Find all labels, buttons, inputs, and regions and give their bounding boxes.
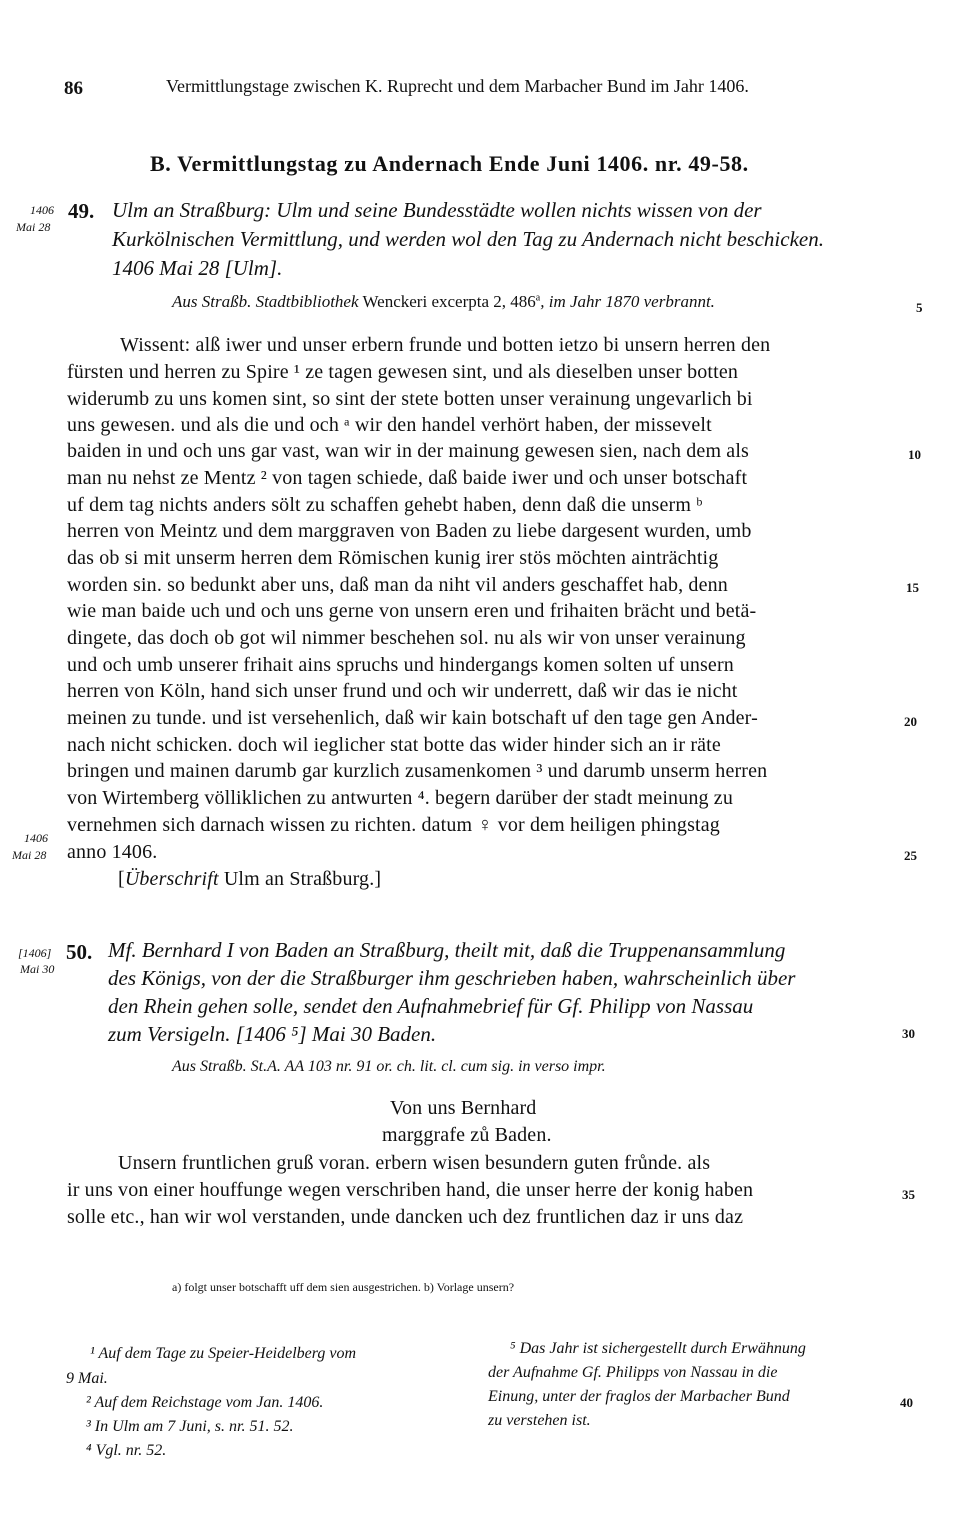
running-title: Vermittlungstage zwischen K. Ruprecht und dem Marbacher Bund im Jahr 1406. xyxy=(166,76,749,96)
footnote-left: ⁴ Vgl. nr. 52. xyxy=(86,1442,167,1459)
footnote-left: ² Auf dem Reichstage vom Jan. 1406. xyxy=(86,1394,324,1411)
footnote-right: ⁵ Das Jahr ist sichergestellt durch Erwähnung xyxy=(510,1340,806,1357)
text-line: man nu nehst ze Mentz ² von tagen schiede, daß baide iwer und och unser botschaft xyxy=(67,467,748,489)
footnote-right: der Aufnahme Gf. Philipps von Nassau in die xyxy=(488,1364,778,1381)
text-line: und och umb unserer frihait ains spruchs und hindergangs komen solten uf unsern xyxy=(67,654,734,676)
regest-line: Mf. Bernhard I von Baden an Straßburg, theilt mit, daß die Truppenansammlung xyxy=(108,938,786,962)
line-number: 20 xyxy=(904,714,917,729)
text-line: herren von Köln, hand sich unser frund und och wir underrett, daß wir das ie nicht xyxy=(67,680,738,702)
text-line: uf dem tag nichts anders sölt zu schaffen gehebt haben, denn daß die unserm ᵇ xyxy=(67,494,703,516)
margin-year: 1406 xyxy=(30,203,54,217)
regest-line: des Königs, von der die Straßburger ihm geschrieben haben, wahrscheinlich über xyxy=(108,966,796,990)
source-main: Wenckeri excerpta 2, 486 xyxy=(362,292,536,311)
section-title: B. Vermittlungstag zu Andernach Ende Juni 1406. nr. 49-58. xyxy=(150,151,749,176)
regest-line: 1406 Mai 28 [Ulm]. xyxy=(112,256,283,280)
text-line: dingete, das doch ob got wil nimmer beschehen sol. nu als wir von unser verainung xyxy=(67,627,746,649)
line-number: 35 xyxy=(902,1187,915,1202)
footnote-right: zu verstehen ist. xyxy=(488,1412,591,1429)
text-line: baiden in und och uns gar vast, wan wir in der mainung gewesen sien, nach dem als xyxy=(67,440,749,462)
text-line: widerumb zu uns komen sint, so sint der stete botten unser verainung ungevarlich bi xyxy=(67,388,753,410)
text-line: ir uns von einer houffunge wegen verschriben hand, die unser herre der konig haben xyxy=(67,1179,754,1201)
variant-notes: a) folgt unser botschafft uff dem sien ausgestrichen. b) Vorlage unsern? xyxy=(172,1280,515,1294)
line-number: 40 xyxy=(900,1395,913,1410)
heading-text: Ulm an Straßburg. xyxy=(223,868,375,890)
closing-margin-date: Mai 28 xyxy=(12,848,47,862)
source-line xyxy=(172,292,715,312)
heading-prefix: Überschrift xyxy=(124,868,219,890)
document-number: 49. xyxy=(68,199,95,223)
footnote-left: ³ In Ulm am 7 Juni, s. nr. 51. 52. xyxy=(86,1418,294,1435)
line-number: 5 xyxy=(916,300,923,315)
line-number: 15 xyxy=(906,580,919,595)
page-number: 86 xyxy=(64,78,83,99)
text-line: bringen und mainen darumb gar kurzlich zusamenkomen ³ und darumb unserm herren xyxy=(67,760,768,782)
regest-line: den Rhein gehen solle, sendet den Aufnahmebrief für Gf. Philipp von Nassau xyxy=(108,994,754,1018)
source-variant-mark: a xyxy=(535,292,541,304)
text-line: meinen zu tunde. und ist versehenlich, daß wir kain botschaft uf den tage gen Ander- xyxy=(67,707,758,729)
document-number: 50. xyxy=(66,940,93,964)
text-line: nach nicht schicken. doch wil ieglicher stat botte das wider hinder sich an ir räte xyxy=(67,734,721,756)
text-line: uns gewesen. und als die und och ᵃ wir den handel verhört haben, der missevelt xyxy=(67,414,712,436)
greeting-line: Von uns Bernhard xyxy=(390,1097,537,1119)
text-line: Wissent: alß iwer und unser erbern frunde und botten ietzo bi unsern herren den xyxy=(120,334,771,356)
text-line: solle etc., han wir wol verstanden, unde dancken uch dez fruntlichen daz ir uns daz xyxy=(67,1206,744,1228)
regest-line: Kurkölnischen Vermittlung, und werden wol den Tag zu Andernach nicht beschicken. xyxy=(112,227,824,251)
text-line: das ob si mit unserm herren dem Römischen kunig irer stös möchten ainträchtig xyxy=(67,547,719,569)
text-line: fürsten und herren zu Spire ¹ ze tagen gewesen sint, und als dieselben unser botten xyxy=(67,361,739,383)
source-suffix: , im Jahr 1870 verbrannt. xyxy=(540,292,715,311)
regest-line: Ulm an Straßburg: Ulm und seine Bundesstädte wollen nichts wissen von der xyxy=(112,198,762,222)
text-line: worden sin. so bedunkt aber uns, daß man da niht vil anders geschaffet hab, denn xyxy=(67,574,728,596)
source-prefix: Aus Straßb. Stadtbibliothek xyxy=(172,292,359,311)
line-number: 25 xyxy=(904,848,917,863)
text-line: herren von Meintz und dem marggraven von Baden zu liebe dargesent wurden, umb xyxy=(67,520,752,542)
text-line: anno 1406. xyxy=(67,841,158,863)
text-line: Unsern fruntlichen gruß voran. erbern wisen besundern guten frůnde. als xyxy=(118,1152,711,1174)
footnote-left: 9 Mai. xyxy=(66,1370,108,1387)
text-line: von Wirtemberg völliklichen zu antwurten ⁴. begern darüber der stadt meinung zu xyxy=(67,787,733,809)
text-line: wie man baide uch und och uns gerne von unsern eren und frihaiten brächt und betä- xyxy=(67,600,757,622)
margin-date: Mai 28 xyxy=(16,220,51,234)
source-line: Aus Straßb. St.A. AA 103 nr. 91 or. ch. lit. cl. cum sig. in verso impr. xyxy=(172,1058,606,1075)
regest-line: zum Versigeln. [1406 ⁵] Mai 30 Baden. xyxy=(108,1022,437,1046)
heading-note: [Überschrift Ulm an Straßburg.] xyxy=(118,868,382,890)
margin-date: Mai 30 xyxy=(20,962,55,976)
closing-margin-year: 1406 xyxy=(24,831,48,845)
footnote-right: Einung, unter der fraglos der Marbacher Bund xyxy=(488,1388,790,1405)
greeting-line: marggrafe zů Baden. xyxy=(382,1124,552,1146)
margin-year: [1406] xyxy=(18,946,52,960)
line-number: 30 xyxy=(902,1026,915,1041)
text-line: vernehmen sich darnach wissen zu richten. datum ♀ vor dem heiligen phingstag xyxy=(67,814,720,836)
line-number: 10 xyxy=(908,447,921,462)
footnote-left: ¹ Auf dem Tage zu Speier-Heidelberg vom xyxy=(90,1345,357,1362)
